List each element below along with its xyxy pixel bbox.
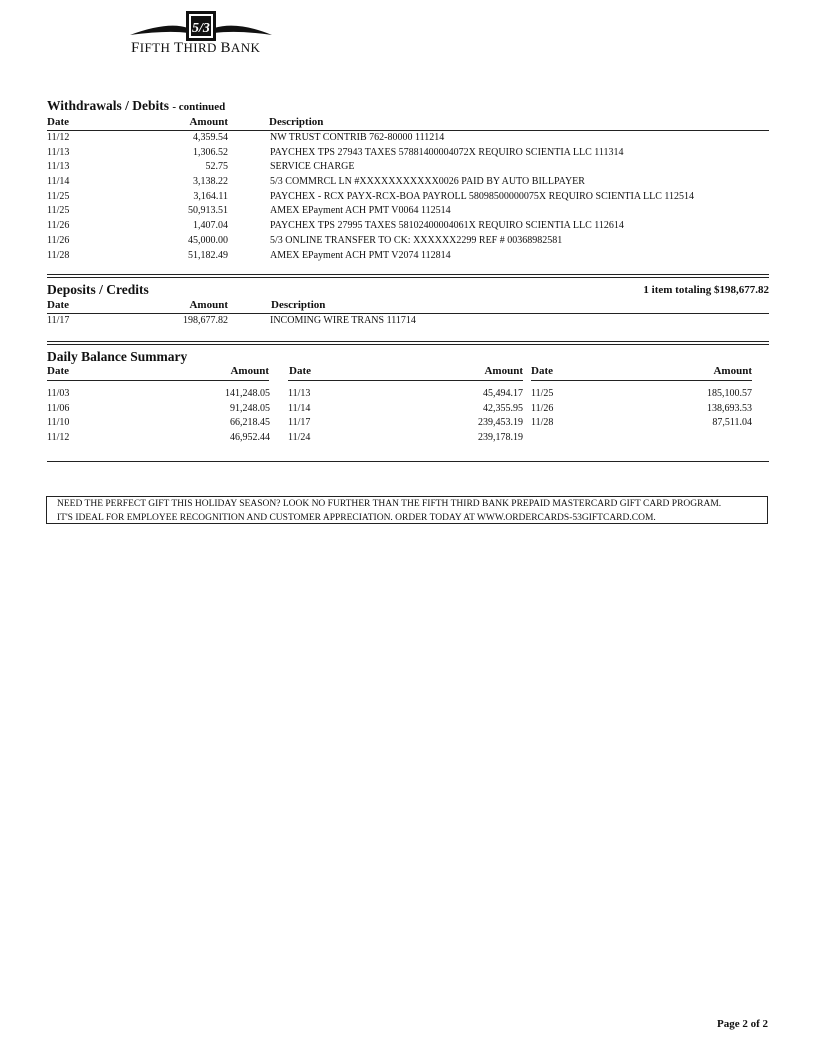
deposits-total: 1 item totaling $198,677.82 (643, 284, 769, 296)
header-date: Date (47, 299, 69, 311)
balance-amount: 239,453.19 (478, 417, 523, 429)
balance-amount: 87,511.04 (712, 417, 752, 429)
balance-amount: 239,178.19 (478, 431, 523, 443)
header-date: Date (531, 365, 553, 377)
deposits-header (47, 299, 769, 312)
header-date: Date (47, 116, 69, 128)
table-row (47, 250, 769, 265)
page-number: Page 2 of 2 (716, 1018, 768, 1030)
header-description: Description (269, 116, 324, 128)
row-date: 11/12 (47, 132, 70, 143)
balance-date: 11/17 (288, 417, 311, 429)
balance-amount: 141,248.05 (225, 388, 270, 399)
row-description: PAYCHEX TPS 27943 TAXES 57881400004072X REQUIRO SCIENTIA LLC 111314 (270, 146, 624, 158)
row-description: PAYCHEX TPS 27995 TAXES 58102400004061X REQUIRO SCIENTIA LLC 112614 (270, 220, 624, 232)
section-divider (47, 461, 769, 462)
balance-date: 11/24 (288, 431, 311, 443)
header-date: Date (47, 365, 69, 377)
withdrawals-title: Withdrawals / Debits - continued (47, 98, 226, 113)
table-row (47, 191, 769, 206)
balance-amount: 45,494.17 (483, 388, 523, 399)
table-row (47, 132, 769, 147)
row-amount: 50,913.51 (188, 205, 228, 217)
row-description: PAYCHEX - RCX PAYX-RCX-BOA PAYROLL 58098500000075X REQUIRO SCIENTIA LLC 112514 (270, 190, 695, 202)
row-description: 5/3 COMMRCL LN #XXXXXXXXXXX0026 PAID BY AUTO BILLPAYER (270, 176, 585, 188)
row-amount: 45,000.00 (188, 234, 228, 246)
row-description: AMEX EPayment ACH PMT V2074 112814 (270, 249, 451, 261)
balance-amount: 46,952.44 (230, 431, 270, 443)
bank-wordmark: FIFTH THIRD BANK (131, 40, 261, 56)
row-description: 5/3 ONLINE TRANSFER TO CK: XXXXXX2299 REF # 00368982581 (270, 234, 563, 246)
row-amount: 3,138.22 (193, 176, 228, 188)
deposits-section (47, 282, 769, 330)
row-date: 11/17 (47, 315, 70, 326)
row-date: 11/14 (47, 176, 70, 188)
row-description: SERVICE CHARGE (270, 161, 355, 173)
row-description: INCOMING WIRE TRANS 111714 (270, 315, 416, 326)
header-amount: Amount (713, 365, 752, 377)
daily-balance-section (47, 349, 769, 448)
header-date: Date (289, 365, 311, 377)
daily-balance-header (47, 365, 769, 381)
row-amount: 198,677.82 (183, 315, 228, 326)
balance-date: 11/26 (531, 402, 554, 414)
row-amount: 52.75 (205, 161, 228, 173)
table-row (47, 315, 769, 330)
balance-date: 11/13 (288, 388, 311, 399)
row-description: AMEX EPayment ACH PMT V0064 112514 (270, 205, 451, 217)
table-row (47, 161, 769, 176)
balance-amount: 185,100.57 (707, 388, 752, 399)
balance-date: 11/03 (47, 388, 70, 399)
header-amount: Amount (484, 365, 523, 377)
row-date: 11/13 (47, 161, 70, 173)
row-date: 11/13 (47, 146, 70, 158)
balance-date: 11/10 (47, 417, 70, 429)
table-row (47, 220, 769, 235)
withdrawals-section (47, 98, 769, 264)
header-description: Description (271, 299, 326, 311)
row-amount: 1,306.52 (193, 146, 228, 158)
row-date: 11/26 (47, 220, 70, 232)
row-amount: 1,407.04 (193, 220, 228, 232)
balance-amount: 66,218.45 (230, 417, 270, 429)
header-amount: Amount (189, 116, 228, 128)
table-row (47, 176, 769, 191)
balance-date: 11/06 (47, 402, 70, 414)
promo-line: IT'S IDEAL FOR EMPLOYEE RECOGNITION AND CUSTOMER APPRECIATION. ORDER TODAY AT WWW.ORDERCARDS-53GIFTCARD.COM. (57, 512, 656, 523)
row-date: 11/25 (47, 190, 70, 202)
header-amount: Amount (189, 299, 228, 311)
row-date: 11/28 (47, 249, 70, 261)
withdrawals-header (47, 116, 769, 129)
section-divider (47, 274, 769, 278)
row-date: 11/25 (47, 205, 70, 217)
table-row (47, 147, 769, 162)
section-divider (47, 341, 769, 345)
promo-message (46, 496, 768, 524)
balance-date: 11/14 (288, 402, 311, 414)
header-amount: Amount (230, 365, 269, 377)
row-amount: 3,164.11 (193, 190, 228, 202)
deposits-title: Deposits / Credits (47, 282, 149, 297)
promo-line: NEED THE PERFECT GIFT THIS HOLIDAY SEASON? LOOK NO FURTHER THAN THE FIFTH THIRD BANK PREPAID MASTERCARD GIFT CARD PROGRAM. (57, 499, 722, 509)
row-date: 11/26 (47, 234, 70, 246)
balance-amount: 91,248.05 (230, 402, 270, 414)
svg-text:5/3: 5/3 (192, 21, 210, 36)
row-amount: 51,182.49 (188, 249, 228, 261)
row-description: NW TRUST CONTRIB 762-80000 111214 (270, 132, 445, 143)
balance-date: 11/25 (531, 388, 554, 399)
balance-amount: 138,693.53 (707, 402, 752, 414)
row-amount: 4,359.54 (193, 132, 228, 143)
balance-date: 11/28 (531, 417, 554, 429)
balance-amount: 42,355.95 (483, 402, 523, 414)
balance-date: 11/12 (47, 431, 70, 443)
table-row (47, 235, 769, 250)
table-row (47, 205, 769, 220)
daily-balance-title: Daily Balance Summary (47, 349, 188, 364)
